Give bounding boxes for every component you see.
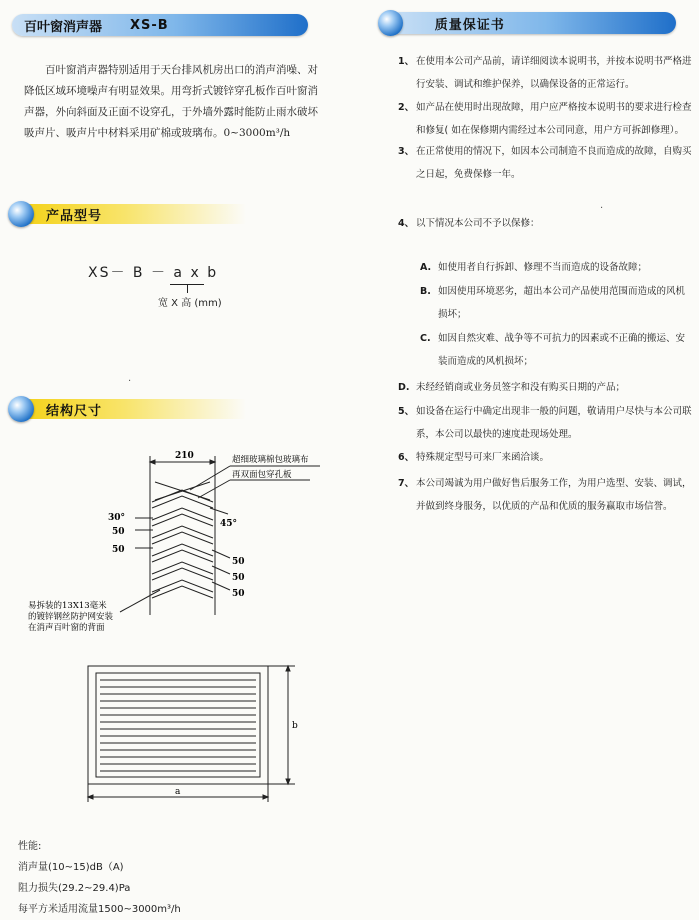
warranty-header bbox=[378, 12, 690, 34]
mesh-note-line-2: 的镀锌钢丝防护网安装 bbox=[28, 612, 114, 622]
performance-pressure-loss: 阻力损失(29.2~29.4)Pa bbox=[18, 883, 131, 894]
dim-50-label: 50 bbox=[232, 573, 245, 583]
label-glass-wool: 超细玻璃棉包玻璃布 bbox=[232, 455, 309, 465]
warranty-item bbox=[398, 96, 693, 142]
louver-blade bbox=[152, 568, 213, 580]
model-formula: XS－ B － a x b bbox=[88, 265, 219, 281]
warranty-item-text: 如产品在使用时出现故障，用户应严格按本说明书的要求进行检查和修复( 如在保修期内需经过本公司同意，用户方可拆卸修理）。 bbox=[416, 102, 692, 136]
warranty-item-number: 2、 bbox=[398, 102, 415, 113]
warranty-item bbox=[420, 327, 693, 373]
warranty-item bbox=[420, 280, 693, 326]
angle-30-label: 30° bbox=[108, 513, 126, 523]
section-header-structure bbox=[8, 398, 308, 420]
warranty-item bbox=[398, 446, 693, 469]
warranty-item-number: 7、 bbox=[398, 478, 415, 489]
warranty-item bbox=[420, 256, 693, 279]
dim-50-label: 50 bbox=[112, 545, 125, 555]
warranty-item-number: C. bbox=[420, 333, 431, 344]
warranty-item-number: 3、 bbox=[398, 146, 415, 157]
warranty-item-text: 如因自然灾难、战争等不可抗力的因素或不正确的搬运、安装而造成的风机损坏； bbox=[438, 333, 686, 367]
warranty-title: 质量保证书 bbox=[434, 17, 505, 33]
warranty-item-number: B. bbox=[420, 286, 431, 297]
warranty-item bbox=[398, 140, 693, 186]
louver-blade bbox=[152, 586, 213, 598]
warranty-item-text: 在使用本公司产品前，请详细阅读本说明书，并按本说明书严格进行安装、调试和维护保养，以确保设备的正常运行。 bbox=[416, 56, 692, 90]
product-description: 百叶窗消声器特别适用于天台排风机房出口的消声消噪、对降低区域环境噪声有明显效果。用弯折式镀锌穿孔板作百叶窗消声器，外向斜面及正面不设穿孔，于外墙外露时能防止雨水破坏吸声片、吸声片中材料采用矿棉或玻璃布。0~3000m³/h bbox=[24, 64, 318, 139]
mesh-note-line-1: 易拆装的13X13毫米 bbox=[28, 601, 107, 611]
louver-front-view bbox=[80, 660, 310, 810]
angle-45-label: 45° bbox=[220, 519, 238, 529]
warranty-item-number: 6、 bbox=[398, 452, 415, 463]
warranty-item bbox=[398, 50, 693, 96]
louver-blade bbox=[152, 550, 213, 562]
product-name: 百叶窗消声器 bbox=[24, 19, 103, 35]
warranty-item-text: 如设备在运行中确定出现非一般的问题，敬请用户尽快与本公司联系，本公司以最快的速度赴现场处理。 bbox=[416, 406, 692, 440]
louver-blade bbox=[152, 514, 213, 526]
warranty-item-number: 5、 bbox=[398, 406, 415, 417]
louver-blades bbox=[152, 482, 213, 598]
dim-50-label: 50 bbox=[112, 527, 125, 537]
label-perforated-plate: 再双面包穿孔板 bbox=[232, 470, 292, 480]
performance-noise-reduction: 消声量(10~15)dB（A) bbox=[18, 862, 124, 873]
louver-blade bbox=[152, 532, 213, 544]
warranty-item-number: 4、 bbox=[398, 218, 415, 229]
warranty-item bbox=[398, 212, 693, 235]
warranty-item-number: 1、 bbox=[398, 56, 415, 67]
warranty-item-text: 未经经销商或业务员签字和没有购买日期的产品； bbox=[416, 382, 626, 393]
warranty-item-text: 特殊规定型号可来厂来函洽谈。 bbox=[416, 452, 550, 463]
section-title-model: 产品型号 bbox=[46, 208, 103, 224]
louver-section-diagram bbox=[20, 440, 340, 640]
performance-heading: 性能: bbox=[18, 841, 42, 852]
warranty-item-text: 以下情况本公司不予以保修： bbox=[416, 218, 540, 229]
mesh-note-line-3: 在消声百叶窗的背面 bbox=[28, 623, 105, 633]
performance-block bbox=[18, 836, 181, 920]
blue-ball-icon bbox=[378, 10, 403, 36]
dim-a-label: a bbox=[175, 787, 181, 797]
print-speck: · bbox=[600, 203, 604, 214]
warranty-item-number: D. bbox=[398, 382, 410, 393]
product-title-bar bbox=[12, 14, 308, 36]
warranty-item bbox=[398, 400, 693, 446]
warranty-item-text: 在正常使用的情况下，如因本公司制造不良而造成的故障，自购买之日起，免费保修一年。 bbox=[416, 146, 692, 180]
louver-slats bbox=[100, 680, 256, 771]
warranty-item-number: A. bbox=[420, 262, 432, 273]
section-title-structure: 结构尺寸 bbox=[46, 403, 103, 419]
warranty-item-text: 本公司竭诚为用户做好售后服务工作，为用户选型、安装、调试，并做到终身服务，以优质的产品和优质的服务赢取市场信誉。 bbox=[416, 478, 692, 512]
dim-width-label: 210 bbox=[175, 451, 194, 461]
blue-ball-icon bbox=[8, 396, 34, 422]
dim-50-label: 50 bbox=[232, 557, 245, 567]
warranty-item bbox=[398, 472, 693, 518]
model-leader bbox=[187, 284, 188, 293]
section-header-model bbox=[8, 203, 308, 225]
warranty-item-text: 如因使用环境恶劣，超出本公司产品使用范围而造成的风机损坏； bbox=[438, 286, 686, 320]
dim-50-label: 50 bbox=[232, 589, 245, 599]
print-speck: · bbox=[128, 376, 132, 387]
warranty-item bbox=[398, 376, 693, 399]
warranty-item-text: 如使用者自行拆卸、修理不当而造成的设备故障； bbox=[438, 262, 648, 273]
hatch-lines bbox=[155, 482, 210, 500]
model-caption: 宽 X 高 (mm) bbox=[158, 298, 222, 309]
product-model-code: XS-B bbox=[130, 17, 169, 33]
performance-airflow: 每平方米适用流量1500~3000m³/h bbox=[18, 904, 181, 915]
blue-ball-icon bbox=[8, 201, 34, 227]
dim-b-label: b bbox=[292, 721, 298, 731]
